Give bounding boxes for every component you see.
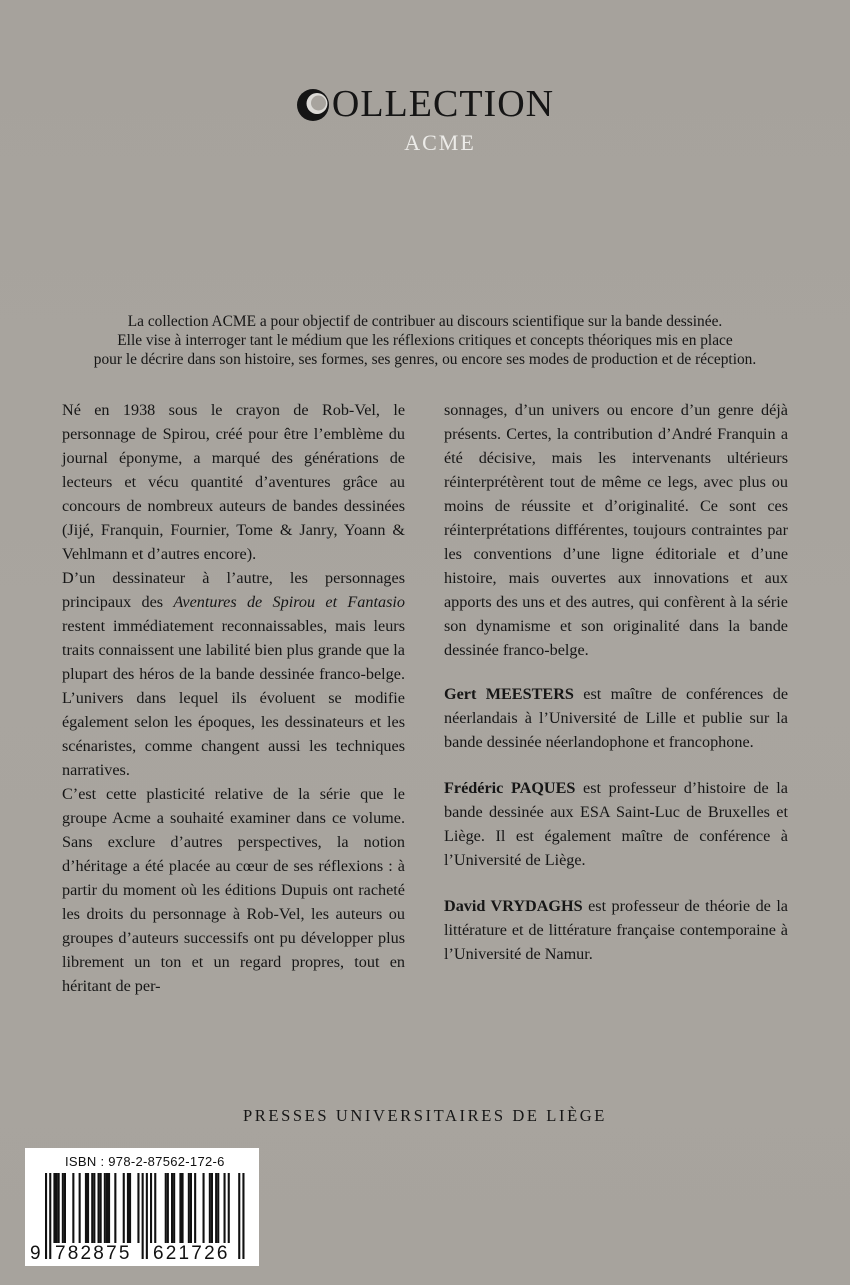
author-bio-paques [444, 776, 788, 872]
barcode-bar [194, 1173, 196, 1243]
barcode-bar [142, 1173, 144, 1259]
isbn-label: ISBN : 978-2-87562-172-6 [65, 1154, 225, 1169]
crescent-c-icon [296, 88, 330, 122]
barcode-digit-first: 9 [30, 1243, 43, 1264]
barcode-bar [137, 1173, 139, 1243]
author-name: Frédéric PAQUES [444, 779, 576, 797]
barcode-bar [98, 1173, 100, 1243]
intro-line-3: pour le décrire dans son histoire, ses formes, ses genres, ou encore ses modes de production et de réception. [93, 351, 757, 368]
intro-line-1: La collection ACME a pour objectif de contribuer au discours scientifique sur la bande dessinée. [127, 313, 723, 330]
barcode-bar [108, 1173, 110, 1243]
barcode-bar [217, 1173, 219, 1243]
right-paragraph-1: sonnages, d’un univers ou encore d’un genre déjà présents. Certes, la contribution d’André Franquin a été décisive, mais les intervenants ultérieurs réinterprétèrent tout de même ce legs, avec plus ou moins de réussite et d’originalité. Ce sont ces réinterprétations différentes, toujours contraintes par les conventions d’une ligne éditoriale et d’une histoire, mais ouvertes aux innovations et aux apports des uns et des autres, qui confèrent à la série son dynamisme et son originalité dans la bande dessinée franco-belge. [444, 401, 788, 659]
barcode-bar [242, 1173, 244, 1259]
left-paragraph-2 [62, 566, 405, 782]
barcode-bar [215, 1173, 217, 1243]
barcode-bar [64, 1173, 66, 1243]
barcode-bar [228, 1173, 230, 1243]
barcode-bar [114, 1173, 116, 1243]
logo-subtitle: ACME [404, 130, 476, 155]
barcode-bar [211, 1173, 213, 1243]
barcode-bar [224, 1173, 226, 1243]
barcode-bar [72, 1173, 74, 1243]
author-name: Gert MEESTERS [444, 685, 574, 703]
barcode-bar [165, 1173, 167, 1243]
series-title: Aventures de Spirou et Fantasio [173, 593, 405, 611]
isbn-barcode [25, 1148, 259, 1266]
barcode-bar [56, 1173, 58, 1243]
barcode-bar [45, 1173, 47, 1259]
author-bio-text: est maître de conférences de néerlandais à l’Université de Lille et publie sur la bande dessinée néerlandophone et francophone. [444, 685, 789, 751]
barcode-digits-right: 621726 [153, 1243, 230, 1264]
barcode-digits-left: 782875 [55, 1243, 132, 1264]
barcode-bar [146, 1173, 148, 1259]
barcode-bar [62, 1173, 64, 1243]
barcode-bar [238, 1173, 240, 1259]
barcode-bar [100, 1173, 102, 1243]
barcode-bar [167, 1173, 169, 1243]
barcode-bar [190, 1173, 192, 1243]
barcode-bar [87, 1173, 89, 1243]
left-paragraph-1: Né en 1938 sous le crayon de Rob-Vel, le personnage de Spirou, créé pour être l’emblème du journal éponyme, a marqué des générations de lecteurs et vécu quantité d’aventures grâce au concours de nombreux auteurs de bandes dessinées (Jijé, Franquin, Fournier, Tome & Janry, Yoann & Vehlmann et d’autres encore). [62, 401, 405, 563]
author-bio-text: est professeur de théorie de la littérature et de littérature française contemporaine à l’Université de Namur. [444, 897, 788, 963]
barcode-bar [188, 1173, 190, 1243]
barcode-bar [58, 1173, 60, 1243]
barcode-bar [127, 1173, 129, 1243]
barcode-bar [171, 1173, 173, 1243]
barcode-bar [150, 1173, 152, 1243]
intro-line-2: Elle vise à interroger tant le médium que les réflexions critiques et concepts théoriques mis en place [117, 332, 733, 349]
barcode-bar [91, 1173, 93, 1243]
barcode-bar [123, 1173, 125, 1243]
barcode-bar [203, 1173, 205, 1243]
barcode-bar [104, 1173, 106, 1243]
barcode-bar [129, 1173, 131, 1243]
barcode-bar [93, 1173, 95, 1243]
p2-start: D’un dessinateur à l’autre, les personnages principaux des [62, 569, 405, 611]
publisher-name: PRESSES UNIVERSITAIRES DE LIÈGE [243, 1106, 607, 1125]
barcode-bar [79, 1173, 81, 1243]
barcode-bar [49, 1173, 51, 1259]
left-column [62, 398, 405, 998]
author-bio-vrydaghs [444, 894, 788, 966]
collection-intro [60, 312, 790, 369]
p2-end: restent immédiatement reconnaissables, mais leurs traits connaissent une labilité bien plus grande que la plupart des héros de la bande dessinée franco-belge. L’univers dans lequel ils évoluent se modifie également selon les époques, les dessinateurs et les scénaristes, comme changent aussi les techniques narratives. [62, 617, 405, 779]
author-bio-meesters [444, 682, 788, 754]
logo-title-text: OLLECTION [331, 83, 555, 125]
author-name: David VRYDAGHS [444, 897, 583, 915]
logo-title [296, 85, 554, 123]
author-bio-text: est professeur d’histoire de la bande dessinée aux ESA Saint-Luc de Bruxelles et Liège. Il est également maître de conférence à l’Université de Liège. [444, 779, 788, 869]
left-paragraph-3: C’est cette plasticité relative de la série que le groupe Acme a souhaité examiner dans ce volume. Sans exclure d’autres perspectives, la notion d’héritage a été placée au cœur de ses réflexions : à partir du moment où les éditions Dupuis ont racheté les droits du personnage à Rob-Vel, les auteurs ou groupes d’auteurs successifs ont pu développer plus librement un ton et un regard propres, tout en héritant de per- [62, 785, 405, 995]
barcode-bar [182, 1173, 184, 1243]
collection-logo [0, 85, 850, 156]
barcode-bar [154, 1173, 156, 1243]
barcode-bar [179, 1173, 181, 1243]
barcode-bar [209, 1173, 211, 1243]
barcode-bar [85, 1173, 87, 1243]
right-column [444, 398, 788, 966]
barcode-bar [53, 1173, 55, 1243]
barcode-bar [173, 1173, 175, 1243]
barcode-bar [106, 1173, 108, 1243]
